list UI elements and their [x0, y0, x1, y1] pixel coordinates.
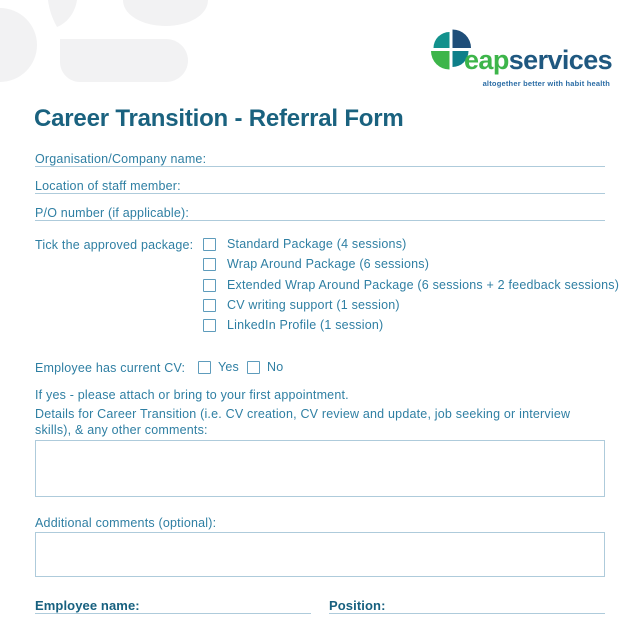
- checkbox-cv-no[interactable]: [247, 361, 260, 374]
- package-option-row: [203, 317, 383, 333]
- details-label: Details for Career Transition (i.e. CV creation, CV review and update, job seeking or interview skills), & any other comments:: [35, 407, 571, 437]
- employee-name-label: Employee name:: [35, 598, 140, 613]
- package-section-label: Tick the approved package:: [35, 238, 194, 252]
- organisation-input-line[interactable]: [35, 166, 605, 169]
- employee-name-input-line[interactable]: [35, 613, 311, 616]
- location-label: Location of staff member:: [35, 179, 181, 193]
- brand-tagline: altogether better with habit health: [482, 79, 610, 88]
- package-option-row: [203, 277, 619, 293]
- cv-no-label: No: [267, 360, 284, 374]
- position-label: Position:: [329, 598, 386, 613]
- po-number-input-line[interactable]: [35, 220, 605, 223]
- decorative-corner-shapes: [0, 0, 220, 110]
- checkbox-cv-writing-support[interactable]: [203, 299, 216, 312]
- additional-comments-label: Additional comments (optional):: [35, 516, 217, 530]
- page-title: Career Transition - Referral Form: [34, 105, 404, 132]
- package-option-row: [203, 297, 400, 313]
- package-option-row: [203, 256, 429, 272]
- cv-yes-option: [198, 359, 239, 375]
- cv-question-label: Employee has current CV:: [35, 361, 186, 375]
- decor-petal: [48, 0, 77, 27]
- checkbox-extended-wrap-around-package[interactable]: [203, 279, 216, 292]
- position-input-line[interactable]: [329, 613, 605, 616]
- checkbox-cv-yes[interactable]: [198, 361, 211, 374]
- po-number-label: P/O number (if applicable):: [35, 206, 190, 220]
- brand-wordmark: [464, 47, 612, 74]
- details-textarea[interactable]: [35, 440, 605, 497]
- package-option-row: [203, 236, 407, 252]
- package-option-label: Wrap Around Package (6 sessions): [227, 257, 430, 271]
- package-option-label: Standard Package (4 sessions): [227, 237, 407, 251]
- cv-no-option: [247, 359, 283, 375]
- checkbox-wrap-around-package[interactable]: [203, 258, 216, 271]
- decor-pill-leaf: [60, 39, 188, 82]
- brand-services: services: [508, 45, 613, 75]
- organisation-label: Organisation/Company name:: [35, 152, 207, 166]
- checkbox-linkedin-profile[interactable]: [203, 319, 216, 332]
- location-input-line[interactable]: [35, 193, 605, 196]
- checkbox-standard-package[interactable]: [203, 238, 216, 251]
- decor-circle: [0, 8, 37, 82]
- package-option-label: Extended Wrap Around Package (6 sessions + 2 feedback sessions): [227, 278, 620, 292]
- cv-note: If yes - please attach or bring to your first appointment.: [35, 388, 349, 402]
- decor-half-ellipse: [123, 0, 208, 26]
- package-option-label: LinkedIn Profile (1 session): [227, 318, 384, 332]
- package-option-label: CV writing support (1 session): [227, 298, 400, 312]
- brand-eap: eap: [464, 45, 509, 75]
- cv-yes-label: Yes: [218, 360, 239, 374]
- additional-comments-textarea[interactable]: [35, 532, 605, 577]
